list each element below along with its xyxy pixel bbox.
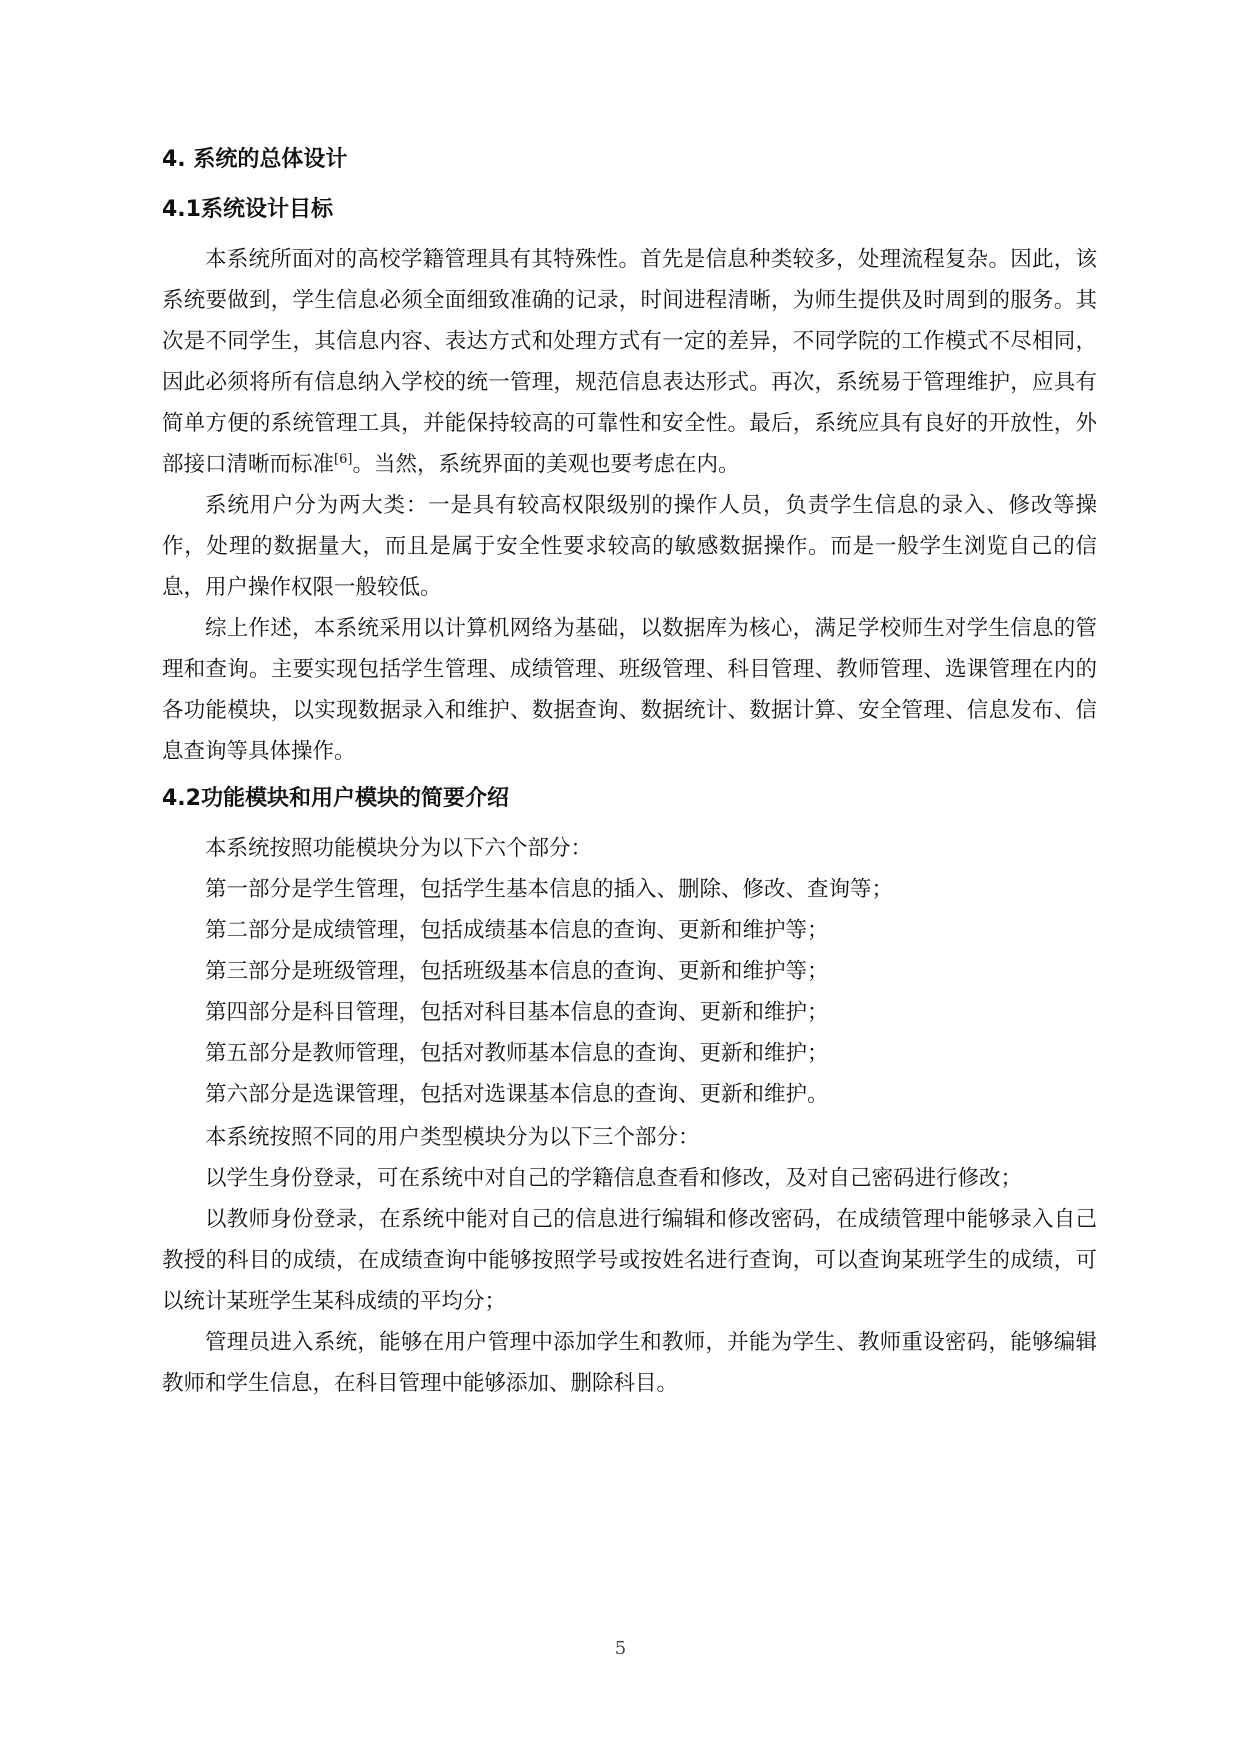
function-module-item: 第四部分是科目管理，包括对科目基本信息的查询、更新和维护；: [205, 1000, 829, 1025]
paragraph-design-goals-text: 本系统所面对的高校学籍管理具有其特殊性。首先是信息种类较多，处理流程复杂。因此，该系统要做到，学生信息必须全面细致准确的记录，时间进程清晰，为师生提供及时周到的服务。其次是不同学生，其信息内容、表达方式和处理方式有一定的差异，不同学院的工作模式不尽相同，因此必须将所有信息纳入学校的统一管理，规范信息表达形式。再次，系统易于管理维护，应具有简单方便的系统管理工具，并能保持较高的可靠性和安全性。最后，系统应具有良好的开放性，外部接口清晰而标准: [162, 247, 1097, 477]
function-module-item: 第三部分是班级管理，包括班级基本信息的查询、更新和维护等；: [205, 959, 829, 984]
function-module-item: 第六部分是选课管理，包括对选课基本信息的查询、更新和维护。: [205, 1082, 829, 1107]
section-heading-4-1: 4.1系统设计目标: [162, 197, 333, 222]
paragraph-design-goals-tail: 。当然，系统界面的美观也要考虑在内。: [352, 452, 740, 477]
user-module-student: 以学生身份登录，可在系统中对自己的学籍信息查看和修改，及对自己密码进行修改；: [205, 1166, 1023, 1191]
function-module-intro: 本系统按照功能模块分为以下六个部分：: [205, 836, 593, 861]
citation-reference: [6]: [334, 451, 353, 467]
user-module-teacher: 以教师身份登录，在系统中能对自己的信息进行编辑和修改密码，在成绩管理中能够录入自己教授的科目的成绩，在成绩查询中能够按照学号或按姓名进行查询，可以查询某班学生的成绩，可以统计某班学生某科成绩的平均分；: [162, 1207, 1097, 1314]
paragraph-summary: 综上作述，本系统采用以计算机网络为基础，以数据库为核心，满足学校师生对学生信息的管理和查询。主要实现包括学生管理、成绩管理、班级管理、科目管理、教师管理、选课管理在内的各功能模块，以实现数据录入和维护、数据查询、数据统计、数据计算、安全管理、信息发布、信息查询等具体操作。: [162, 616, 1097, 764]
function-module-item: 第二部分是成绩管理，包括成绩基本信息的查询、更新和维护等；: [205, 918, 829, 943]
user-module-admin: 管理员进入系统，能够在用户管理中添加学生和教师，并能为学生、教师重设密码，能够编辑教师和学生信息，在科目管理中能够添加、删除科目。: [162, 1330, 1097, 1396]
function-module-list: [162, 828, 1097, 1115]
function-module-item: 第五部分是教师管理，包括对教师基本信息的查询、更新和维护；: [205, 1041, 829, 1066]
page-body: [162, 143, 1097, 1404]
page-number: 5: [614, 1638, 627, 1659]
function-module-item: 第一部分是学生管理，包括学生基本信息的插入、删除、修改、查询等；: [205, 877, 894, 902]
section-heading-4: 4. 系统的总体设计: [162, 147, 348, 172]
user-module-intro: 本系统按照不同的用户类型模块分为以下三个部分：: [205, 1125, 700, 1150]
paragraph-design-goals: [162, 239, 1097, 485]
paragraph-user-types: 系统用户分为两大类：一是具有较高权限级别的操作人员，负责学生信息的录入、修改等操作，处理的数据量大，而且是属于安全性要求较高的敏感数据操作。而是一般学生浏览自己的信息，用户操作权限一般较低。: [162, 493, 1097, 600]
section-heading-4-2: 4.2功能模块和用户模块的简要介绍: [162, 786, 509, 811]
